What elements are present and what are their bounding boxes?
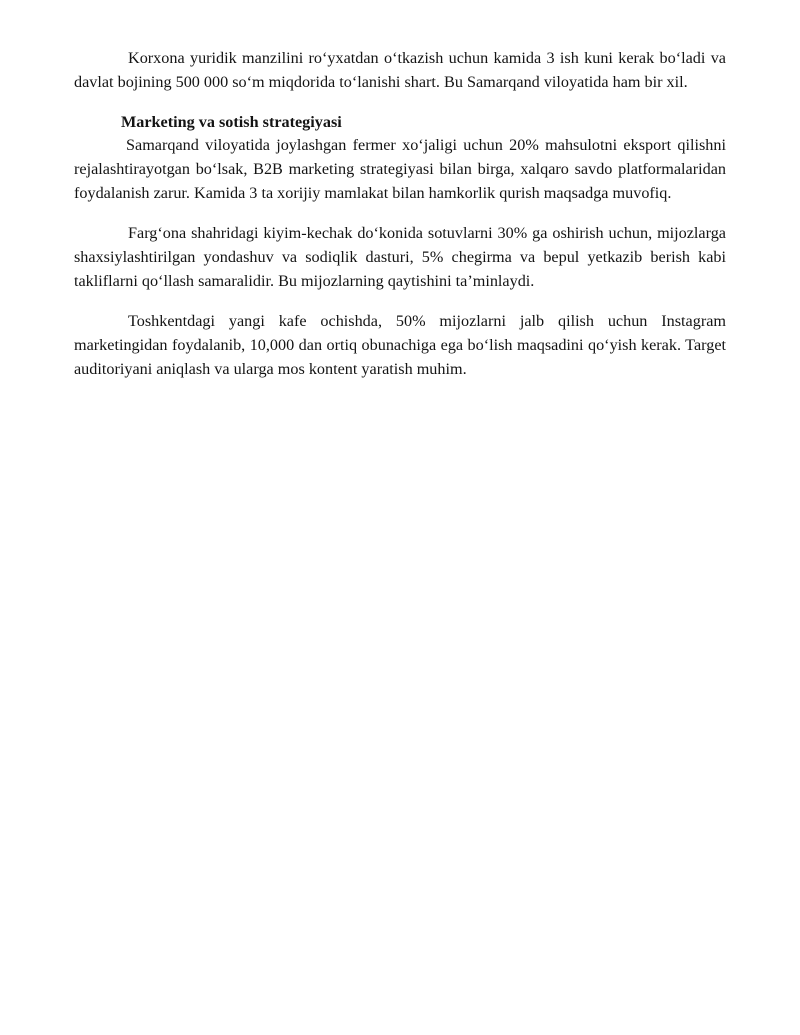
section-heading: Marketing va sotish strategiyasi [121, 113, 342, 131]
paragraph-registration: Korxona yuridik manzilini ro‘yxatdan o‘tkazish uchun kamida 3 ish kuni kerak bo‘ladi va davlat bojining 500 000 so‘m miqdorida to‘lanishi shart. Bu Samarqand viloyatida ham bir xil. [74, 49, 726, 91]
paragraph-clothing-store: Farg‘ona shahridagi kiyim-kechak do‘konida sotuvlarni 30% ga oshirish uchun, mijozlarga shaxsiylashtirilgan yondashuv va sodiqlik dasturi, 5% chegirma va bepul yetkazib berish kabi takliflarni qo‘llash samaralidir. Bu mijozlarning qaytishini ta’minlaydi. [74, 224, 726, 290]
paragraph-cafe-instagram: Toshkentdagi yangi kafe ochishda, 50% mijozlarni jalb qilish uchun Instagram marketingidan foydalanib, 10,000 dan ortiq obunachiga ega bo‘lish maqsadini qo‘yish kerak. Target auditoriyani aniqlash va ularga mos kontent yaratish muhim. [74, 312, 726, 378]
paragraph-export-strategy: Samarqand viloyatida joylashgan fermer xo‘jaligi uchun 20% mahsulotni eksport qilishni rejalashtirayotgan bo‘lsak, B2B marketing strategiyasi bilan birga, xalqaro savdo platformalaridan foydalanish zarur. Kamida 3 ta xorijiy mamlakat bilan hamkorlik qurish maqsadga muvofiq. [74, 136, 726, 202]
document-body [74, 46, 726, 381]
